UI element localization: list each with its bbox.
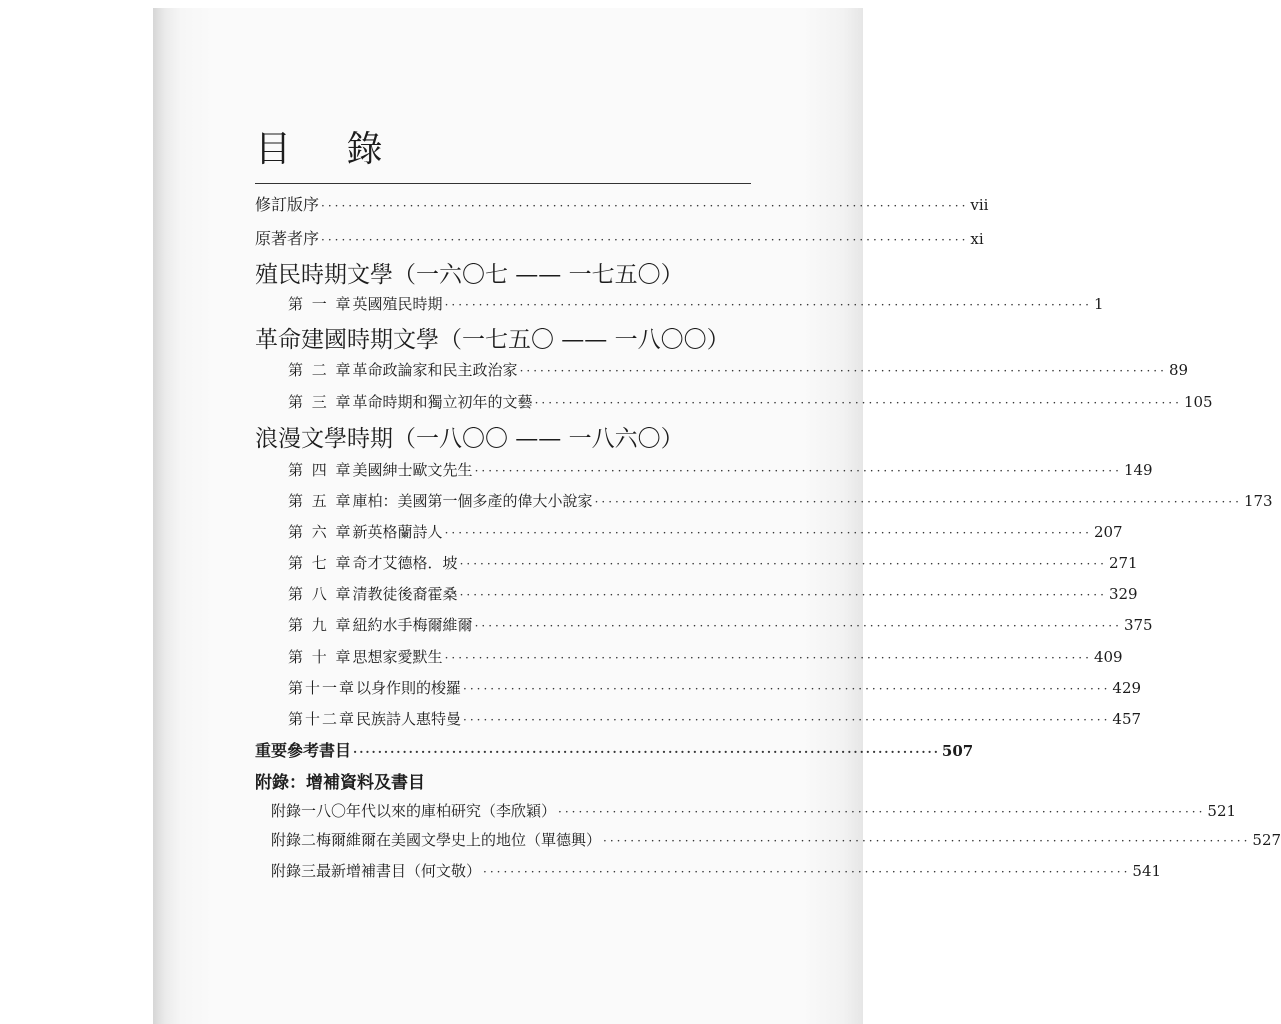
chapter-label: 第 四 章 bbox=[288, 461, 353, 479]
entry-title: 最新增補書目（何文敬） bbox=[316, 862, 482, 880]
part-heading-colonial[interactable]: 殖民時期文學（一六〇七 —— 一七五〇） bbox=[255, 262, 684, 288]
leader-dots: ······························································································· bbox=[463, 713, 1111, 727]
chapter-label: 第 十 章 bbox=[288, 648, 353, 666]
entry-page: 173 bbox=[1243, 492, 1273, 510]
toc-entry-appendix-2[interactable] bbox=[271, 829, 1281, 850]
entry-page: 1 bbox=[1093, 295, 1104, 313]
entry-page: 271 bbox=[1108, 554, 1138, 572]
leader-dots: ······························································································· bbox=[444, 651, 1092, 665]
chapter-label: 第十二章 bbox=[288, 710, 357, 728]
toc-entry-chapter-7[interactable] bbox=[288, 552, 1138, 573]
chapter-label: 第 二 章 bbox=[288, 361, 353, 379]
chapter-label: 第 三 章 bbox=[288, 393, 353, 411]
chapter-label: 第 一 章 bbox=[288, 295, 353, 313]
leader-dots: ······························································································· bbox=[603, 834, 1251, 848]
leader-dots: ······························································································· bbox=[483, 865, 1131, 879]
leader-dots: ······························································································· bbox=[444, 298, 1092, 312]
leader-dots: ······························································································· bbox=[459, 588, 1107, 602]
appendix-heading[interactable]: 附錄：增補資料及書目 bbox=[255, 773, 425, 793]
leader-dots: ······························································································· bbox=[558, 805, 1206, 819]
toc-entry-chapter-12[interactable] bbox=[288, 708, 1142, 729]
toc-entry-chapter-8[interactable] bbox=[288, 583, 1138, 604]
chapter-label: 第 五 章 bbox=[288, 492, 353, 510]
toc-entry-chapter-5[interactable] bbox=[288, 490, 1273, 511]
leader-dots: ······························································································· bbox=[353, 745, 940, 759]
entry-title: 新英格蘭詩人 bbox=[352, 523, 443, 541]
entry-page: 207 bbox=[1093, 523, 1123, 541]
entry-title: 修訂版序 bbox=[255, 195, 320, 214]
entry-page: 329 bbox=[1108, 585, 1138, 603]
chapter-label: 第十一章 bbox=[288, 679, 357, 697]
entry-title: 英國殖民時期 bbox=[352, 295, 443, 313]
entry-title: 革命時期和獨立初年的文藝 bbox=[352, 393, 533, 411]
entry-title: 重要參考書目 bbox=[255, 741, 352, 760]
entry-title: 清教徒後裔霍桑 bbox=[352, 585, 458, 603]
appendix-label: 附錄一 bbox=[271, 802, 317, 820]
toc-entry-preface-original[interactable] bbox=[255, 226, 984, 249]
leader-dots: ······························································································· bbox=[463, 682, 1111, 696]
toc-entry-appendix-1[interactable] bbox=[271, 800, 1237, 821]
entry-page: 541 bbox=[1132, 862, 1162, 880]
part-heading-romantic[interactable]: 浪漫文學時期（一八〇〇 —— 一八六〇） bbox=[255, 426, 684, 452]
chapter-label: 第 七 章 bbox=[288, 554, 353, 572]
leader-dots: ······························································································· bbox=[321, 199, 969, 213]
toc-entry-chapter-10[interactable] bbox=[288, 646, 1123, 667]
title-rule bbox=[255, 183, 751, 184]
entry-title: 革命政論家和民主政治家 bbox=[352, 361, 518, 379]
toc-entry-chapter-2[interactable] bbox=[288, 359, 1189, 380]
entry-page: 457 bbox=[1112, 710, 1142, 728]
entry-title: 梅爾維爾在美國文學史上的地位（單德興） bbox=[316, 831, 602, 849]
entry-title: 美國紳士歐文先生 bbox=[352, 461, 473, 479]
leader-dots: ······························································································· bbox=[534, 396, 1182, 410]
entry-title: 奇才艾德格．坡 bbox=[352, 554, 458, 572]
toc-entry-references[interactable] bbox=[255, 738, 974, 761]
part-heading-revolution[interactable]: 革命建國時期文學（一七五〇 —— 一八〇〇） bbox=[255, 327, 730, 353]
leader-dots: ······························································································· bbox=[594, 495, 1242, 509]
entry-page: 105 bbox=[1183, 393, 1213, 411]
appendix-label: 附錄二 bbox=[271, 831, 317, 849]
entry-page: 409 bbox=[1093, 648, 1123, 666]
toc-entry-chapter-6[interactable] bbox=[288, 521, 1123, 542]
leader-dots: ······························································································· bbox=[321, 233, 969, 247]
toc-entry-chapter-9[interactable] bbox=[288, 614, 1153, 635]
leader-dots: ······························································································· bbox=[459, 557, 1107, 571]
page-title: 目 錄 bbox=[255, 129, 405, 170]
entry-title: 紐約水手梅爾維爾 bbox=[352, 616, 473, 634]
entry-page: xi bbox=[970, 230, 984, 248]
entry-page: 429 bbox=[1112, 679, 1142, 697]
entry-title: 八〇年代以來的庫柏研究（李欣穎） bbox=[316, 802, 557, 820]
leader-dots: ······························································································· bbox=[519, 364, 1167, 378]
entry-page: 507 bbox=[941, 742, 974, 760]
toc-entry-chapter-4[interactable] bbox=[288, 459, 1153, 480]
entry-title: 民族詩人惠特曼 bbox=[356, 710, 462, 728]
leader-dots: ······························································································· bbox=[474, 464, 1122, 478]
toc-entry-appendix-3[interactable] bbox=[271, 860, 1162, 881]
toc-entry-chapter-3[interactable] bbox=[288, 391, 1213, 412]
chapter-label: 第 九 章 bbox=[288, 616, 353, 634]
entry-page: 89 bbox=[1168, 361, 1189, 379]
toc-entry-chapter-11[interactable] bbox=[288, 677, 1142, 698]
entry-page: 149 bbox=[1123, 461, 1153, 479]
toc-entry-preface-revised[interactable] bbox=[255, 192, 989, 215]
entry-page: vii bbox=[970, 196, 989, 214]
entry-title: 以身作則的梭羅 bbox=[356, 679, 462, 697]
entry-title: 思想家愛默生 bbox=[352, 648, 443, 666]
entry-title: 原著者序 bbox=[255, 229, 320, 248]
leader-dots: ······························································································· bbox=[474, 619, 1122, 633]
chapter-label: 第 八 章 bbox=[288, 585, 353, 603]
toc-entry-chapter-1[interactable] bbox=[288, 293, 1104, 314]
entry-page: 375 bbox=[1123, 616, 1153, 634]
appendix-label: 附錄三 bbox=[271, 862, 317, 880]
entry-title: 庫柏：美國第一個多產的偉大小說家 bbox=[352, 492, 593, 510]
chapter-label: 第 六 章 bbox=[288, 523, 353, 541]
entry-page: 527 bbox=[1252, 831, 1281, 849]
entry-page: 521 bbox=[1207, 802, 1237, 820]
leader-dots: ······························································································· bbox=[444, 526, 1092, 540]
